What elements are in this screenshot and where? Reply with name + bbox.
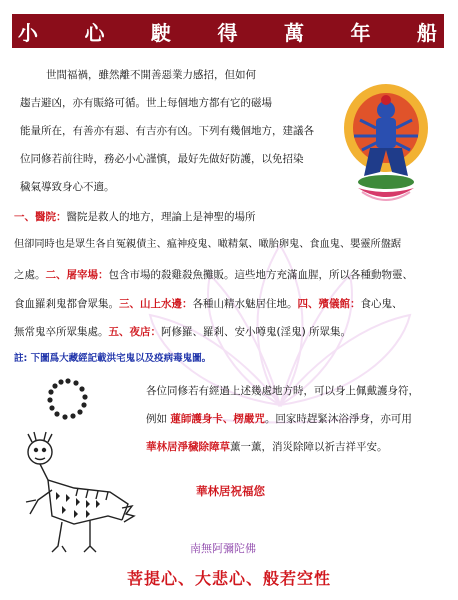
intro-line: 世間福禍，雖然離不開善惡業力感招，但如何 [46, 69, 256, 81]
hospital-text: 醫院是救人的地方，理論上是神聖的場所 [66, 211, 256, 223]
intro-line: 位同修若前往時，務必小心謹慎，最好先做好防護，以免招染 [20, 153, 304, 165]
slaughter-label: 二、屠宰場： [45, 269, 109, 281]
advice-line-2 [146, 412, 412, 426]
intro-line: 穢氣導致身心不適。 [20, 181, 115, 193]
funeral-text: 食心鬼、 [360, 298, 403, 310]
title-char: 得 [217, 20, 239, 45]
deity-illustration [340, 80, 432, 210]
advice-line-1: 各位同修若有經過上述幾處地方時，可以身上佩戴護身符， [146, 385, 419, 397]
night-text: 阿修羅、羅剎、安小噂鬼(淫鬼) 所眾集。 [161, 326, 352, 338]
footer-motto: 菩提心、大悲心、般若空性 [126, 569, 331, 588]
hospital-row [14, 210, 256, 224]
title-char: 駛 [151, 20, 172, 45]
title-char: 小 [18, 20, 39, 45]
title-char: 年 [350, 20, 372, 45]
night-label: 五、夜店： [108, 326, 161, 338]
title-bar [12, 14, 444, 48]
advice-line-2-rest: 。回家時趕緊沐浴淨身，亦可用 [264, 413, 412, 425]
hospital-text-3: 之處。 [14, 269, 46, 281]
intro-line: 能量所在，有善亦有惡、有吉亦有凶。下列有幾個地方，建議各 [20, 125, 314, 137]
slaughter-row [14, 268, 413, 282]
title-char: 心 [84, 20, 106, 45]
amitabha: 南無阿彌陀佛 [190, 542, 256, 555]
slaughter-text-2: 食血羅剎鬼都會眾集。 [14, 298, 119, 310]
note: 註: 下圖爲大藏經記載洪宅鬼以及疫病毒鬼圖。 [14, 353, 212, 364]
water-label: 三、山上水邊： [119, 298, 193, 310]
water-text: 各種山精水魅居住地。 [192, 298, 298, 310]
places-row-5 [14, 325, 351, 339]
advice-line-3-rest: 薰一薰，消災除障以祈吉祥平安。 [230, 441, 388, 453]
funeral-text-2: 無常鬼卒所眾集處。 [14, 326, 109, 338]
intro-line: 趨吉避凶，亦有賑絡可循。世上每個地方都有它的磁場 [20, 97, 272, 109]
prayer-beads-illustration [46, 377, 90, 421]
herb-name: 華林居淨穢除障草 [146, 441, 230, 453]
epidemic-demon-illustration [18, 430, 138, 560]
advice-line-3 [146, 440, 388, 454]
amulet-names: 蓮師護身卡、楞嚴咒 [170, 413, 265, 425]
slaughter-text: 包含市場的殺雞殺魚攤販。這些地方充滿血腥，所以各種動物靈、 [108, 269, 413, 281]
hospital-label: 一、醫院： [14, 211, 67, 223]
blessing: 華林居祝福您 [196, 484, 265, 498]
title-char: 萬 [284, 20, 305, 45]
hospital-text-2: 但卻同時也是眾生各自冤親債主、瘟神疫鬼、噉精氣、噉胎卵鬼、食血鬼、嬰靈所盤踞 [14, 239, 402, 250]
advice-example-prefix: 例如 [146, 413, 167, 425]
funeral-label: 四、殯儀館： [297, 298, 361, 310]
places-row-4 [14, 297, 403, 311]
title-char: 船 [417, 20, 438, 45]
